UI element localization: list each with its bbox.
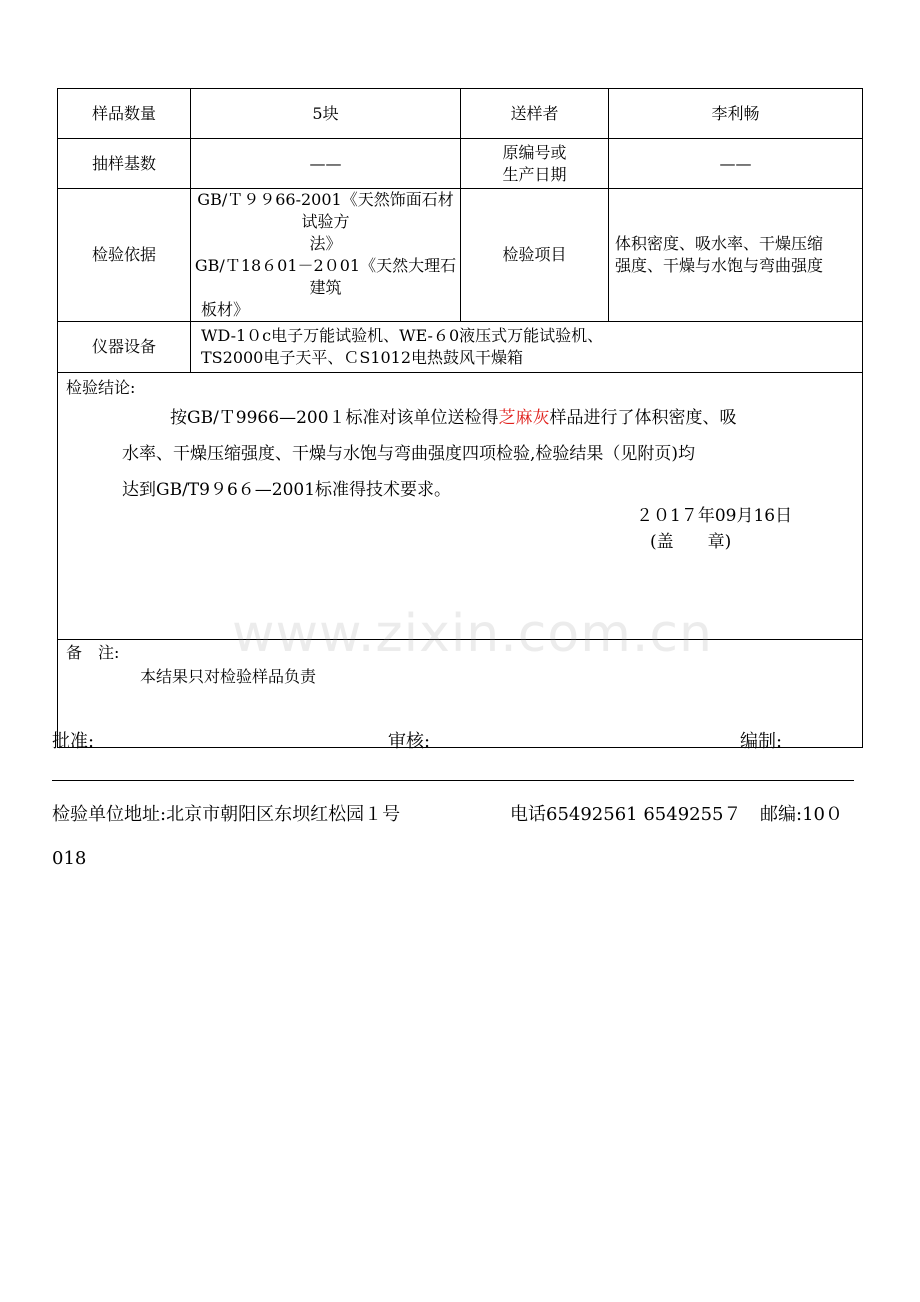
equipment-line2: TS2000电子天平、ＣS1012电热鼓风干燥箱 xyxy=(201,348,524,367)
sample-qty-value: 5块 xyxy=(191,89,461,139)
sender-value: 李利畅 xyxy=(609,89,863,139)
items-line2: 强度、干燥与水饱与弯曲强度 xyxy=(615,256,824,275)
basis-line2: 法》 xyxy=(309,234,342,253)
postcode-part1: 邮编:10０ xyxy=(760,804,843,825)
conclusion-label: 检验结论: xyxy=(66,378,136,397)
orig-no-label xyxy=(461,139,609,189)
conclusion-cell xyxy=(58,373,863,640)
approve-label: 批准: xyxy=(52,731,95,752)
sampling-base-label: 抽样基数 xyxy=(58,139,191,189)
sample-name-highlight: 芝麻灰 xyxy=(498,408,550,428)
basis-value xyxy=(191,189,461,322)
sample-qty-label: 样品数量 xyxy=(58,89,191,139)
row-sample-quantity xyxy=(58,89,863,139)
sampling-base-value: —— xyxy=(191,139,461,189)
equipment-label: 仪器设备 xyxy=(58,322,191,373)
basis-line1: GB/Ｔ９９66-2001《天然饰面石材试验方 xyxy=(197,190,454,231)
conclusion-line1-part2: 样品进行了体积密度、吸 xyxy=(549,408,737,428)
inspection-unit-address: 检验单位地址:北京市朝阳区东坝红松园１号 xyxy=(52,804,401,825)
conclusion-line2: 水率、干燥压缩强度、干燥与水饱与弯曲强度四项检验,检验结果（见附页)均 xyxy=(122,444,696,464)
items-value xyxy=(609,189,863,322)
conclusion-line3: 达到GB/T9９6６—2001标准得技术要求。 xyxy=(122,480,452,500)
basis-line3: GB/Ｔ18６01－2０01《天然大理石建筑 xyxy=(194,256,457,297)
basis-label: 检验依据 xyxy=(58,189,191,322)
row-sampling-base xyxy=(58,139,863,189)
items-line1: 体积密度、吸水率、干燥压缩 xyxy=(615,234,824,253)
row-equipment xyxy=(58,322,863,373)
orig-no-label-line1: 原编号或 xyxy=(502,142,567,162)
orig-no-value: —— xyxy=(609,139,863,189)
footer-divider xyxy=(52,780,854,781)
sender-label: 送样者 xyxy=(461,89,609,139)
conclusion-seal: (盖 章) xyxy=(650,532,732,552)
compile-label: 编制: xyxy=(740,731,783,752)
watermark: www.zixin.com.cn xyxy=(232,604,713,664)
review-label: 审核: xyxy=(388,731,431,752)
conclusion-line1 xyxy=(170,407,737,429)
equipment-line1: WD-1０c电子万能试验机、WE-６0液压式万能试验机、 xyxy=(201,326,604,345)
basis-line4: 板材》 xyxy=(201,300,250,319)
orig-no-label-line2: 生产日期 xyxy=(502,164,567,184)
postcode-part2: 018 xyxy=(52,848,87,869)
phone-numbers: 电话65492561 6549255７ xyxy=(510,804,742,825)
equipment-value xyxy=(191,322,863,373)
row-inspection-basis xyxy=(58,189,863,322)
remark-label: 备 注: xyxy=(66,643,120,662)
remark-text: 本结果只对检验样品负责 xyxy=(140,667,317,686)
row-conclusion xyxy=(58,373,863,640)
conclusion-line1-part1: 按GB/Ｔ9966—200１标准对该单位送检得 xyxy=(170,408,499,428)
items-label: 检验项目 xyxy=(461,189,609,322)
conclusion-date: ２０1７年09月16日 xyxy=(636,506,793,526)
